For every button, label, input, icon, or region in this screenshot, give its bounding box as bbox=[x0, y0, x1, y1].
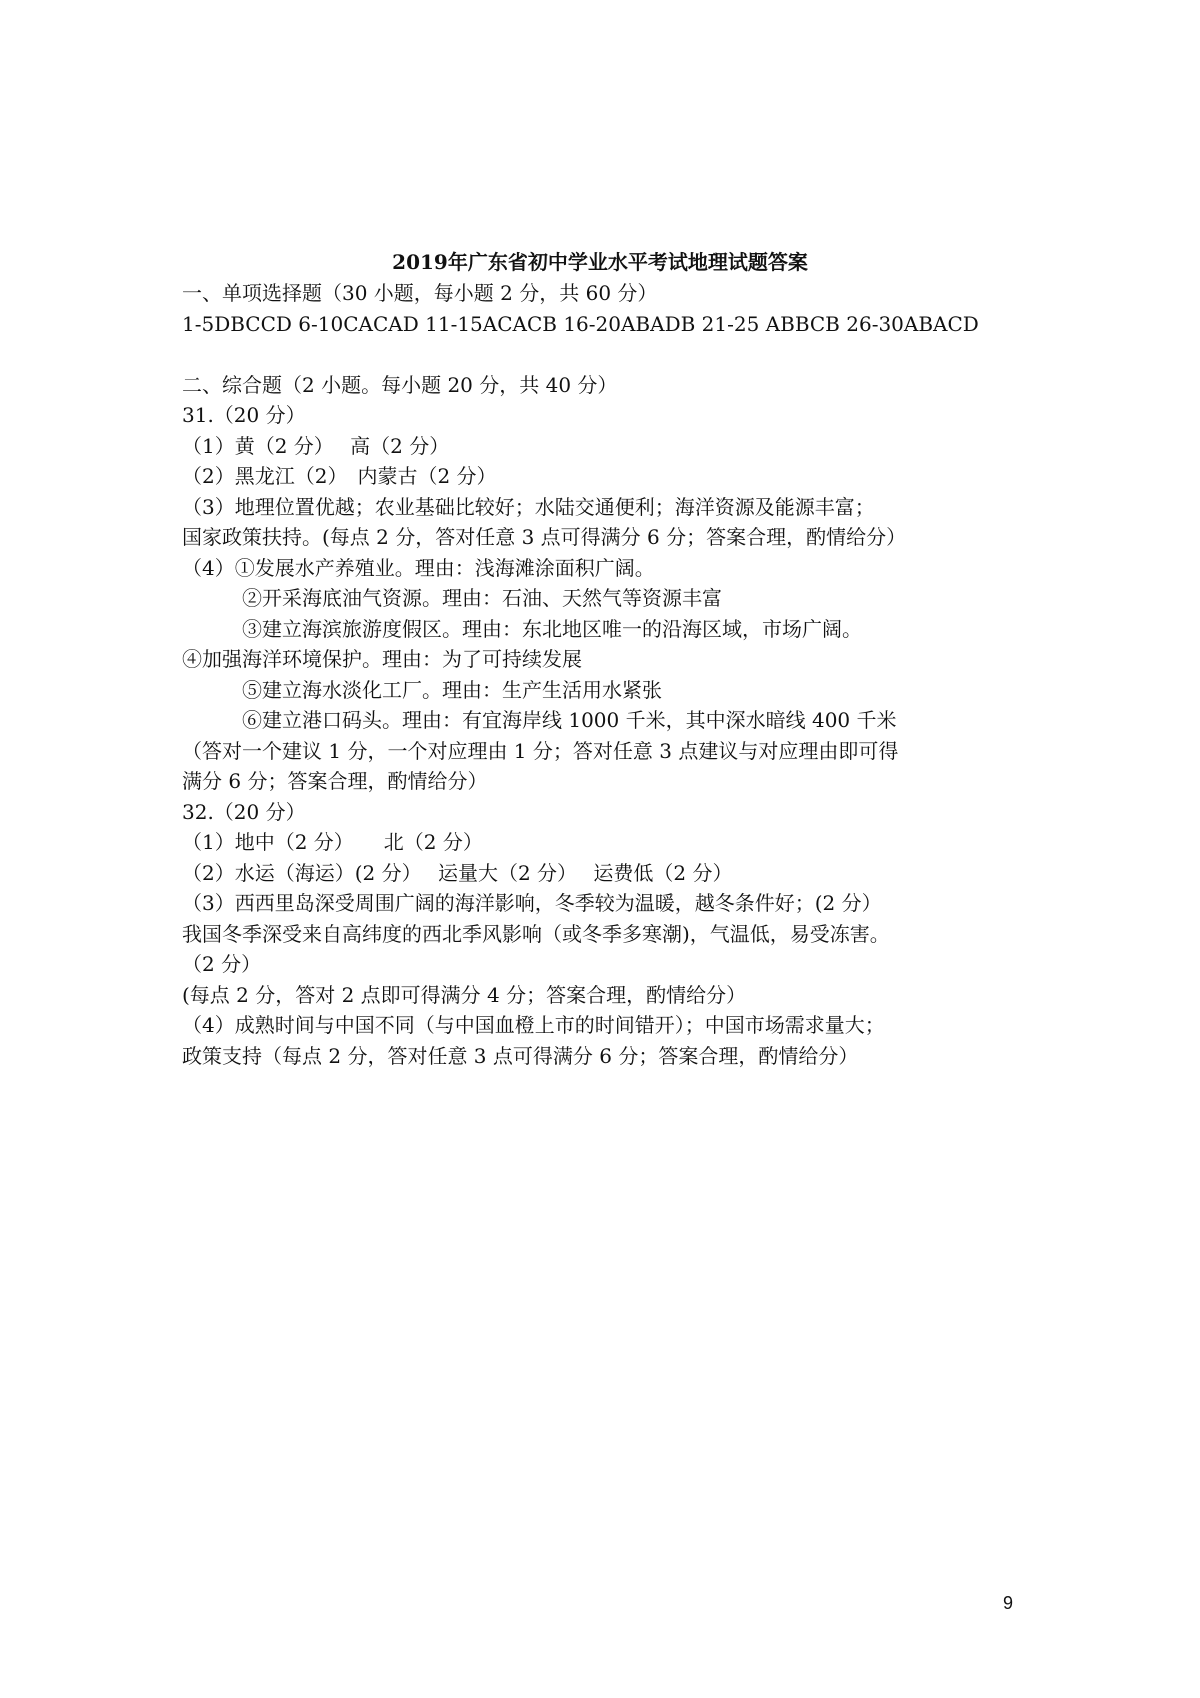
q31-answer-3-line1: （3）地理位置优越；农业基础比较好；水陆交通便利；海洋资源及能源丰富； bbox=[182, 494, 875, 519]
q32-answer-3-note: (每点 2 分，答对 2 点即可得满分 4 分；答案合理，酌情给分） bbox=[182, 982, 747, 1007]
q32-answer-4-line2: 政策支持（每点 2 分，答对任意 3 点可得满分 6 分；答案合理，酌情给分） bbox=[182, 1043, 859, 1068]
q31-answer-4-item2: ②开采海底油气资源。理由：石油、天然气等资源丰富 bbox=[242, 586, 722, 610]
section2-heading: 二、综合题（2 小题。每小题 20 分，共 40 分） bbox=[182, 372, 618, 397]
q31-answer-4-item1: （4）①发展水产养殖业。理由：浅海滩涂面积广阔。 bbox=[182, 555, 655, 580]
q31-answer-4-note-line1: （答对一个建议 1 分，一个对应理由 1 分；答对任意 3 点建议与对应理由即可得 bbox=[182, 738, 899, 763]
document-title: 2019年广东省初中学业水平考试地理试题答案 bbox=[392, 250, 808, 274]
q32-answer-3-line3: （2 分） bbox=[182, 952, 262, 976]
q31-header: 31.（20 分） bbox=[182, 403, 306, 427]
q31-answer-4-item6: ⑥建立港口码头。理由：有宜海岸线 1000 千米，其中深水暗线 400 千米 bbox=[242, 708, 897, 732]
q31-answer-3-line2: 国家政策扶持。(每点 2 分，答对任意 3 点可得满分 6 分；答案合理，酌情给分） bbox=[182, 525, 907, 549]
q32-answer-2: （2）水运（海运）(2 分） 运量大（2 分） 运费低（2 分） bbox=[182, 860, 733, 885]
section1-answers: 1-5DBCCD 6-10CACAD 11-15ACACB 16-20ABADB 21-25 ABBCB 26-30ABACD bbox=[182, 311, 979, 336]
document-body bbox=[182, 278, 1042, 1071]
q32-answer-4-line1: （4）成熟时间与中国不同（与中国血橙上市的时间错开）；中国市场需求量大； bbox=[182, 1013, 885, 1037]
q31-answer-4-note-line2: 满分 6 分；答案合理，酌情给分） bbox=[182, 769, 488, 793]
q31-answer-4-item5: ⑤建立海水淡化工厂。理由：生产生活用水紧张 bbox=[242, 677, 662, 702]
section1-heading: 一、单项选择题（30 小题，每小题 2 分，共 60 分） bbox=[182, 281, 658, 305]
q31-answer-4-item3: ③建立海滨旅游度假区。理由：东北地区唯一的沿海区域，市场广阔。 bbox=[242, 616, 862, 641]
q31-answer-1: （1）黄（2 分） 高（2 分） bbox=[182, 433, 450, 458]
page-number: 9 bbox=[1003, 1593, 1014, 1613]
q32-answer-3-line1: （3）西西里岛深受周围广阔的海洋影响，冬季较为温暖，越冬条件好；(2 分） bbox=[182, 891, 882, 915]
q31-answer-4-item4: ④加强海洋环境保护。理由：为了可持续发展 bbox=[182, 647, 582, 671]
q31-answer-2: （2）黑龙江（2） 内蒙古（2 分） bbox=[182, 464, 497, 488]
blank-line bbox=[182, 339, 1042, 370]
q32-header: 32.（20 分） bbox=[182, 799, 306, 824]
q32-answer-1: （1）地中（2 分） 北（2 分） bbox=[182, 830, 483, 854]
q32-answer-3-line2: 我国冬季深受来自高纬度的西北季风影响（或冬季多寒潮)，气温低，易受冻害。 bbox=[182, 921, 890, 946]
